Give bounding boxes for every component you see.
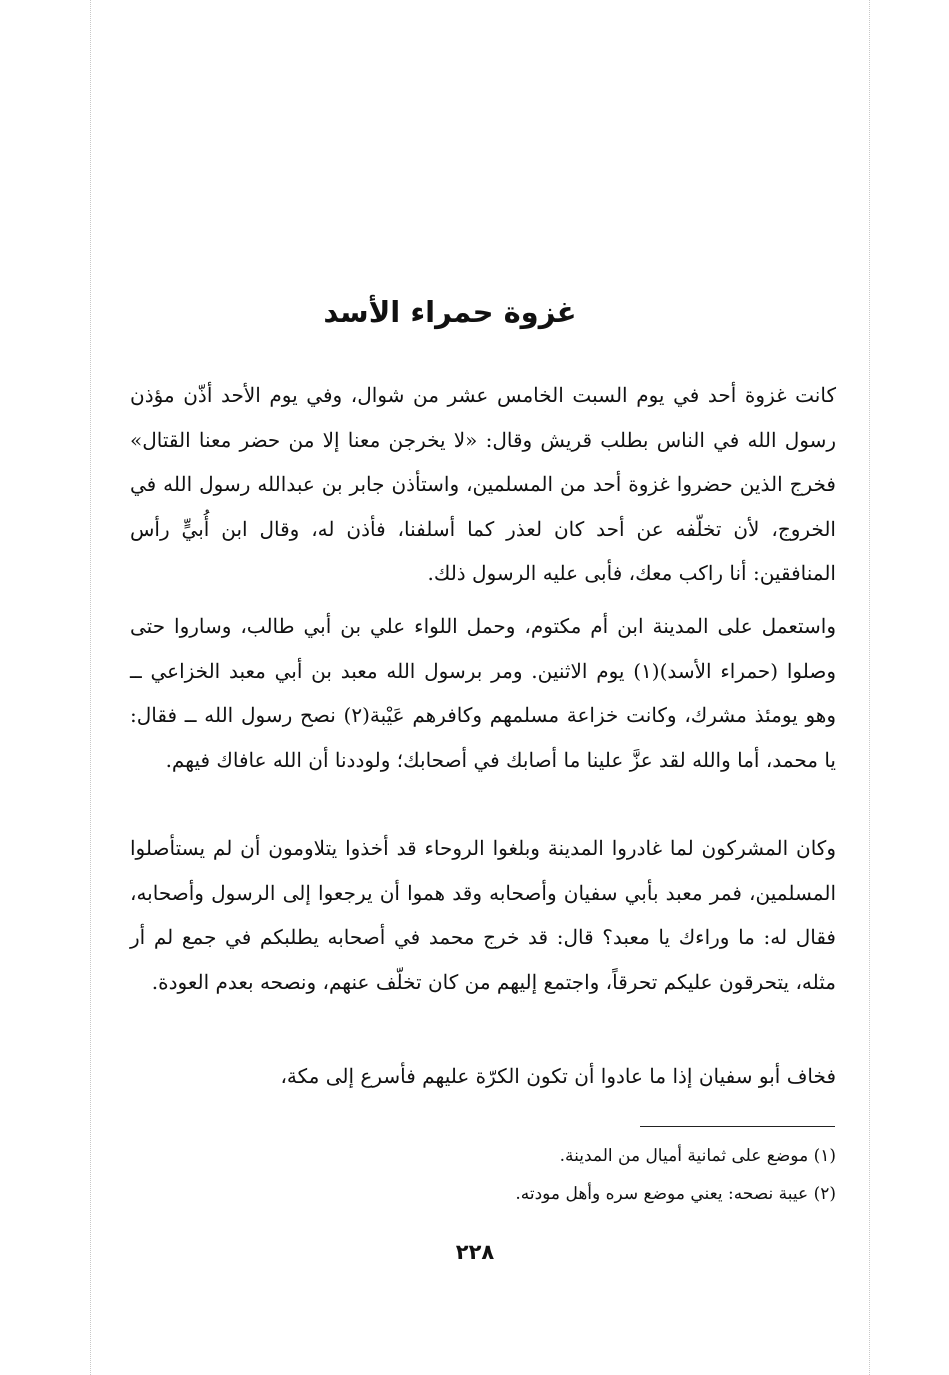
paragraph-1: كانت غزوة أحد في يوم السبت الخامس عشر من شوال، وفي يوم الأحد أذّن مؤذن رسول الله في الناس بطلب قريش وقال: «لا يخرجن معنا إلا من حضر معنا القتال» فخرج الذين حضروا غزوة أحد من المسلمين، واستأذن جابر بن عبدالله رسول الله في الخروج، لأن تخلّفه عن أحد كان لعذر كما أسلفنا، فأذن له، وقال ابن أُبيٍّ رأس المنافقين: أنا راكب معك، فأبى عليه الرسول ذلك. [130, 383, 836, 585]
footnote-2: (٢) عيبة نصحه: يعني موضع سره وأهل مودته. [515, 1184, 836, 1204]
page-number: ٢٢٨ [455, 1240, 495, 1264]
paragraph-3: وكان المشركون لما غادروا المدينة وبلغوا الروحاء قد أخذوا يتلاومون أن لم يستأصلوا المسلمين، فمر معبد بأبي سفيان وأصحابه وقد هموا أن يرجعوا إلى الرسول وأصحابه، فقال له: ما وراءك يا معبد؟ قال: قد خرج محمد في أصحابه يطلبكم في جمع لم أر مثله، يتحرقون عليكم تحرقاً، واجتمع إليهم من كان تخلّف عنهم، ونصحه بعدم العودة. [130, 836, 836, 994]
scan-edge-line-left [90, 0, 91, 1375]
scan-edge-line-right [869, 0, 870, 1375]
footnote-separator [640, 1126, 835, 1127]
paragraph-2: واستعمل على المدينة ابن أم مكتوم، وحمل اللواء علي بن أبي طالب، وساروا حتى وصلوا (حمراء الأسد)(١) يوم الاثنين. ومر برسول الله معبد بن أبي معبد الخزاعي ــ وهو يومئذ مشرك، وكانت خزاعة مسلمهم وكافرهم عَيْبة(٢) نصح رسول الله ــ فقال: يا محمد، أما والله لقد عزَّ علينا ما أصابك في أصحابك؛ ولوددنا أن الله عافاك فيهم. [130, 614, 836, 772]
footnote-1: (١) موضع على ثمانية أميال من المدينة. [559, 1146, 836, 1166]
paragraph-4: فخاف أبو سفيان إذا ما عادوا أن تكون الكرّة عليهم فأسرع إلى مكة، [280, 1064, 836, 1088]
chapter-title: غزوة حمراء الأسد [323, 295, 577, 329]
